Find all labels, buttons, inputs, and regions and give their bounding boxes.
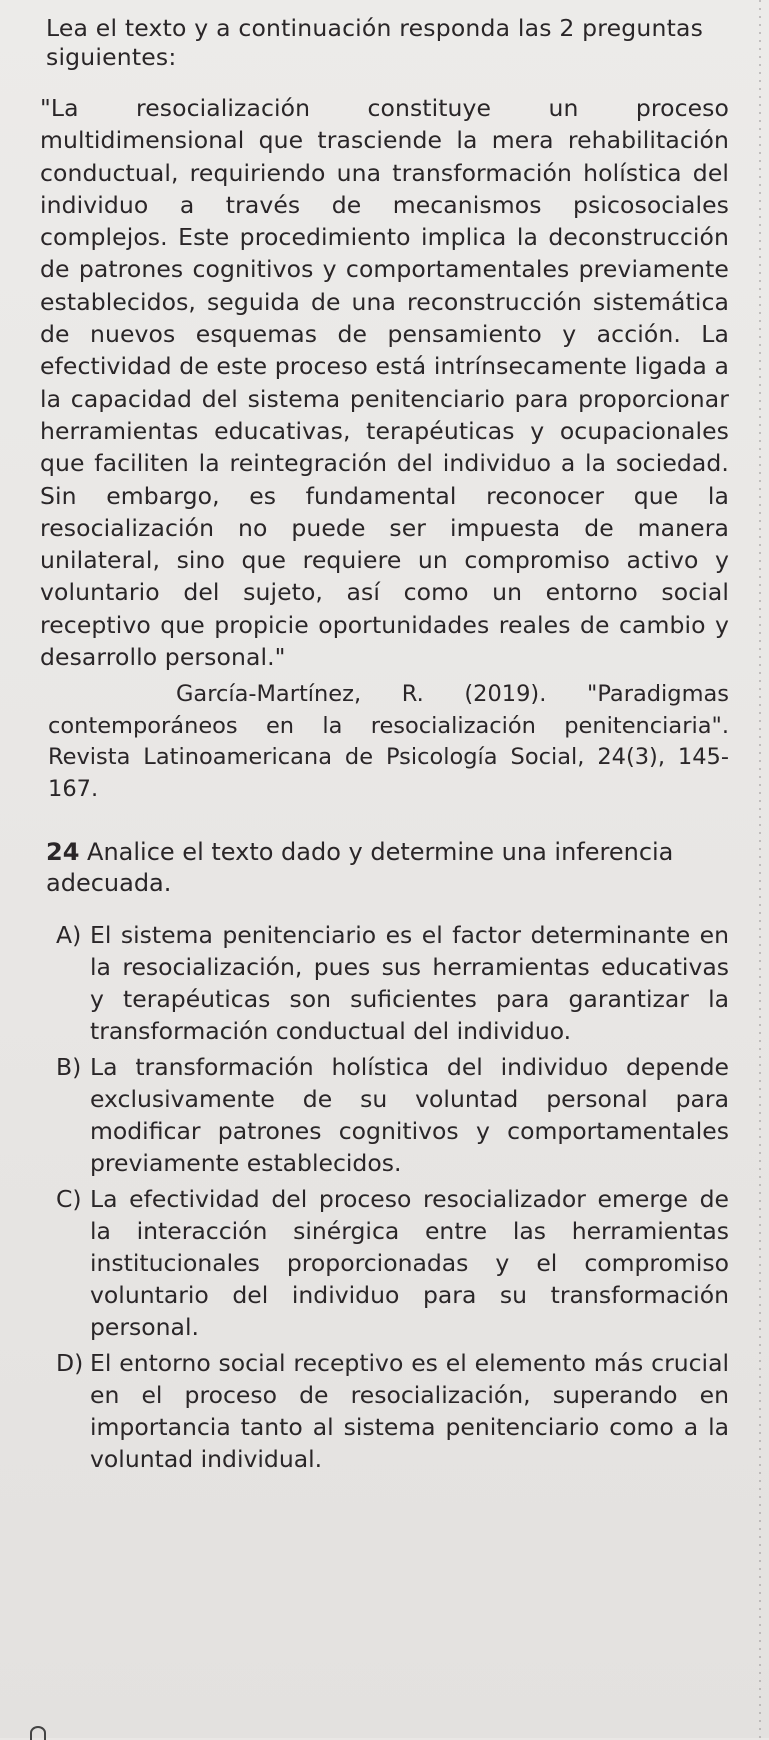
passage-citation: García-Martínez, R. (2019). "Paradigmas contemporáneos en la resocialización penitenciaria". Revista Latinoamericana de Psicología Social, 24(3), 145-167. <box>48 681 729 802</box>
option-letter: C) <box>56 1185 82 1214</box>
question-number: 24 <box>46 838 80 867</box>
option-text: La transformación holística del individuo depende exclusivamente de su voluntad personal para modificar patrones cognitivos y comportamentales previamente establecidos. <box>90 1053 729 1178</box>
option-text: La efectividad del proceso resocializador emerge de la interacción sinérgica entre las herramientas institucionales proporcionadas y el compromiso voluntario del individuo para su transformación personal. <box>90 1185 729 1342</box>
option-d[interactable] <box>56 1347 729 1475</box>
question-24 <box>46 837 729 899</box>
answer-options <box>34 919 729 1475</box>
option-text: El sistema penitenciario es el factor determinante en la resocialización, pues sus herramientas educativas y terapéuticas son suficientes para garantizar la transformación conductual del individuo. <box>90 921 729 1046</box>
option-b[interactable] <box>56 1051 729 1179</box>
option-letter: B) <box>56 1053 82 1082</box>
option-letter: A) <box>56 921 82 950</box>
option-letter: D) <box>56 1349 84 1378</box>
question-text: Analice el texto dado y determine una inferencia adecuada. <box>46 838 674 898</box>
instructions-text: Lea el texto y a continuación responda las 2 preguntas siguientes: <box>46 14 704 71</box>
option-text: El entorno social receptivo es el elemento más crucial en el proceso de resocialización, superando en importancia tanto al sistema penitenciario como a la voluntad individual. <box>90 1349 729 1474</box>
reading-passage: "La resocialización constituye un proceso multidimensional que trasciende la mera rehabilitación conductual, requiriendo una transformación holística del individuo a través de mecanismos psicosociales complejos. Este procedimiento implica la deconstrucción de patrones cognitivos y comportamentales previamente establecidos, seguida de una reconstrucción sistemática de nuevos esquemas de pensamiento y acción. La efectividad de este proceso está intrínsecamente ligada a la capacidad del sistema penitenciario para proporcionar herramientas educativas, terapéuticas y ocupacionales que faciliten la reintegración del individuo a la sociedad. Sin embargo, es fundamental reconocer que la resocialización no puede ser impuesta de manera unilateral, sino que requiere un compromiso activo y voluntario del sujeto, así como un entorno social receptivo que propicie oportunidades reales de cambio y desarrollo personal." <box>40 94 729 672</box>
option-c[interactable] <box>56 1183 729 1343</box>
option-a[interactable] <box>56 919 729 1047</box>
dotted-margin-line <box>759 0 761 1738</box>
